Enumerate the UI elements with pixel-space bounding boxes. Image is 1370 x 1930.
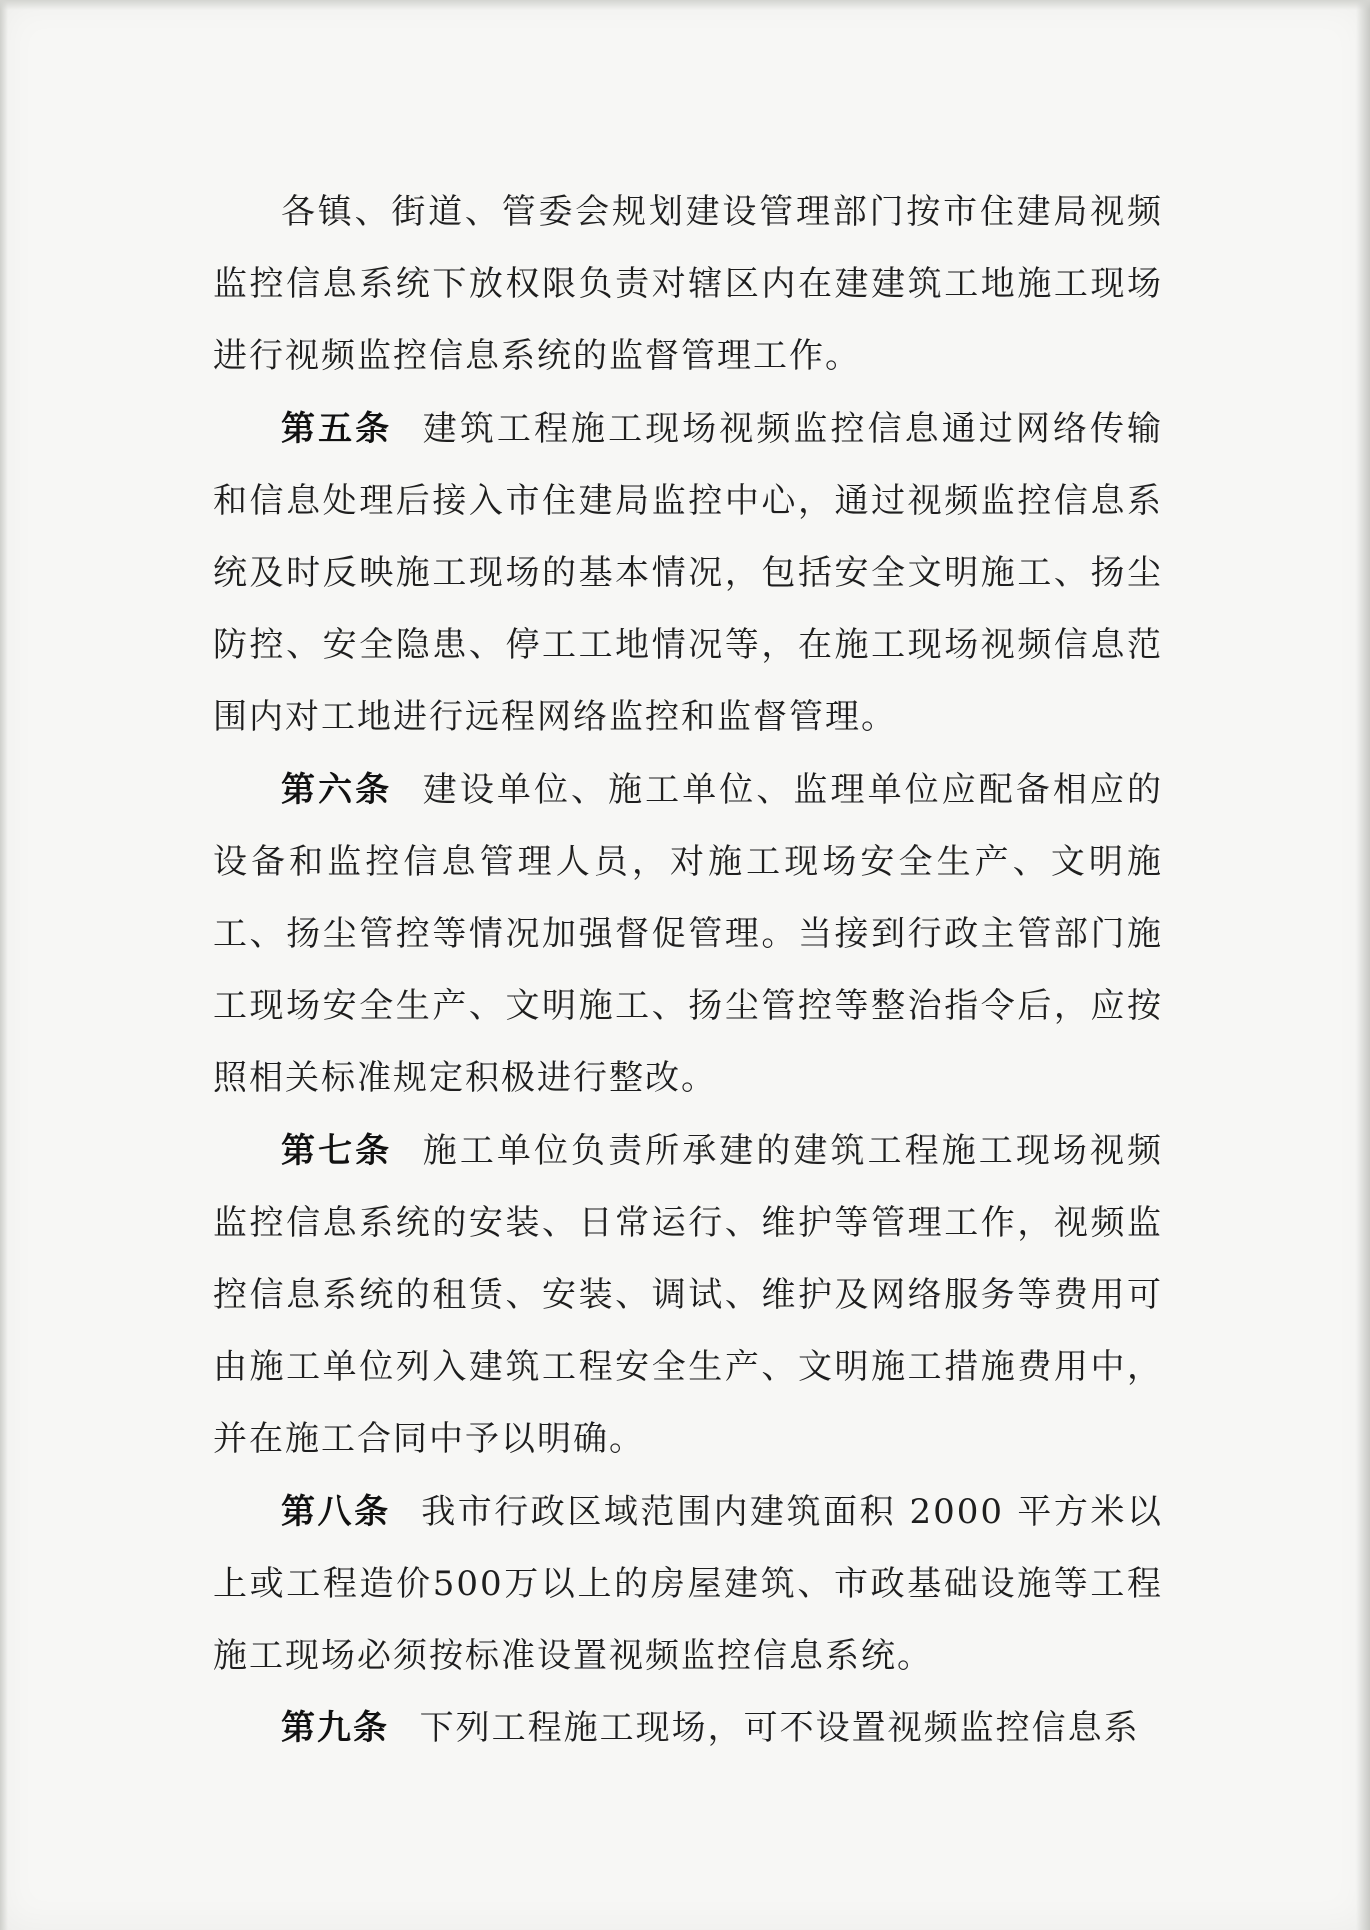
- scan-shadow-right: [1356, 0, 1370, 1930]
- paragraph-text: 各镇、街道、管委会规划建设管理部门按市住建局视频监控信息系统下放权限负责对辖区内在建建筑工地施工现场进行视频监控信息系统的监督管理工作。: [213, 192, 1163, 377]
- article-label: 第五条: [281, 408, 393, 449]
- article-label: 第七条: [281, 1130, 393, 1171]
- article-label: 第六条: [281, 769, 393, 810]
- paragraph-continuation: [213, 176, 1163, 393]
- paragraph-text: 建筑工程施工现场视频监控信息通过网络传输和信息处理后接入市住建局监控中心，通过视频监控信息系统及时反映施工现场的基本情况，包括安全文明施工、扬尘防控、安全隐患、停工工地情况等，在施工现场视频信息范围内对工地进行远程网络监控和监督管理。: [213, 408, 1164, 738]
- article-label: 第九条: [281, 1708, 389, 1749]
- article-8: [213, 1476, 1163, 1693]
- paragraph-text: 建设单位、施工单位、监理单位应配备相应的设备和监控信息管理人员，对施工现场安全生产、文明施工、扬尘管控等情况加强督促管理。当接到行政主管部门施工现场安全生产、文明施工、扬尘管控等整治指令后，应按照相关标准规定积极进行整改。: [213, 769, 1164, 1099]
- article-label: 第八条: [281, 1491, 391, 1532]
- article-6: [213, 754, 1163, 1115]
- article-5: [213, 393, 1163, 754]
- scan-shadow-left: [0, 0, 8, 1930]
- document-body: [213, 176, 1163, 1764]
- article-7: [213, 1115, 1163, 1476]
- article-9: [213, 1692, 1163, 1764]
- paragraph-text: 下列工程施工现场，可不设置视频监控信息系: [419, 1708, 1140, 1749]
- paragraph-text: 我市行政区域范围内建筑面积 2000 平方米以上或工程造价500万以上的房屋建筑、市政基础设施等工程施工现场必须按标准设置视频监控信息系统。: [213, 1491, 1163, 1677]
- scan-shadow-top: [0, 0, 1370, 10]
- paragraph-text: 施工单位负责所承建的建筑工程施工现场视频监控信息系统的安装、日常运行、维护等管理工作，视频监控信息系统的租赁、安装、调试、维护及网络服务等费用可由施工单位列入建筑工程安全生产、文明施工措施费用中，并在施工合同中予以明确。: [213, 1130, 1164, 1460]
